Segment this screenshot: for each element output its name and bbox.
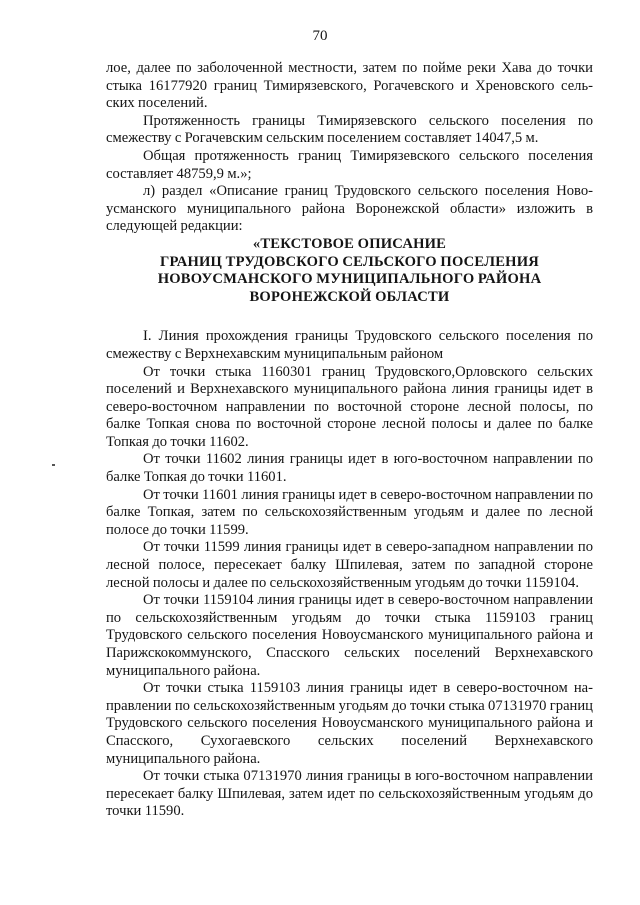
subsection-title: I. Линия прохождения границы Трудовского сельского поселения по смежеству с Верхнехавским муниципальным районом	[106, 328, 593, 362]
paragraph-continuation: лое, далее по заболоченной местности, затем по пойме реки Хава до точки стыка 16177920 границ Тимирязевского, Рогачевского и Хреновского сельских поселений.	[106, 60, 593, 112]
paragraph-point-1159103: От точки стыка 1159103 линия границы идет в северо-восточном направлении по сельскохозяйственным угодьям до точки стыка 07131970 границ Трудовского сельского поселения Новоусманского муниципального района и Спасского, Сухогаевского сельских поселений Верхнехавского муниципального района.	[106, 680, 593, 767]
heading-line-2: ГРАНИЦ ТРУДОВСКОГО СЕЛЬСКОГО ПОСЕЛЕНИЯ	[159, 253, 540, 270]
paragraph-point-11602: От точки 11602 линия границы идет в юго-восточном направлении по балке Топкая до точки 11601.	[106, 451, 593, 486]
heading-line-1: «ТЕКСТОВОЕ ОПИСАНИЕ	[252, 235, 447, 252]
paragraph-point-1159104: От точки 1159104 линия границы идет в северо-восточном направлении по сельскохозяйственным угодьям до точки стыка 1159103 границ Трудовского сельского поселения Новоусманского муниципального района и Парижскокоммунского, Спасского сельских поселений Верхнехавского муниципального района.	[106, 592, 593, 679]
paragraph-point-1160301: От точки стыка 1160301 границ Трудовского,Орловского сельских поселений и Верхнехавского муниципального района линия границы идет в северо-восточном направлении по восточной стороне лесной полосы, по балке Топкая снова по восточной стороне лесной полосы и далее по балке Топкая до точки 11602.	[106, 363, 593, 450]
paragraph-point-07131970: От точки стыка 07131970 линия границы в юго-восточном направлении пересекает балку Шпилевая, затем идет по сельскохозяйственным угодьям до точки 11590.	[106, 768, 593, 820]
paragraph-point-11601: От точки 11601 линия границы идет в северо-восточном направлении по балке Топкая, затем по сельскохозяйственным угодьям и далее по лесной полосе до точки 11599.	[106, 486, 593, 538]
paragraph-amendment-instruction: л) раздел «Описание границ Трудовского сельского поселения Новоусманского муниципального района Воронежской области» изложить в следующей редакции:	[106, 183, 593, 235]
scan-mark	[52, 464, 55, 466]
paragraph-point-11599: От точки 11599 линия границы идет в северо-западном направлении по лесной полосе, пересекает балку Шпилевая, затем по западной стороне лесной полосы и далее по сельскохозяйственным угодьям до точки 1159104.	[106, 539, 593, 591]
page-number: 70	[312, 28, 328, 44]
heading-line-3: НОВОУСМАНСКОГО МУНИЦИПАЛЬНОГО РАЙОНА	[157, 271, 542, 288]
document-body	[106, 60, 593, 821]
heading-line-4: ВОРОНЕЖСКОЙ ОБЛАСТИ	[249, 288, 450, 305]
paragraph-border-length-rogachevsky: Протяженность границы Тимирязевского сельского поселения по смежеству с Рогачевским сельским поселением составляет 14047,5 м.	[106, 112, 593, 147]
section-heading	[106, 236, 593, 306]
paragraph-total-border-length: Общая протяженность границ Тимирязевского сельского поселения составляет 48759,9 м.»;	[106, 147, 593, 182]
